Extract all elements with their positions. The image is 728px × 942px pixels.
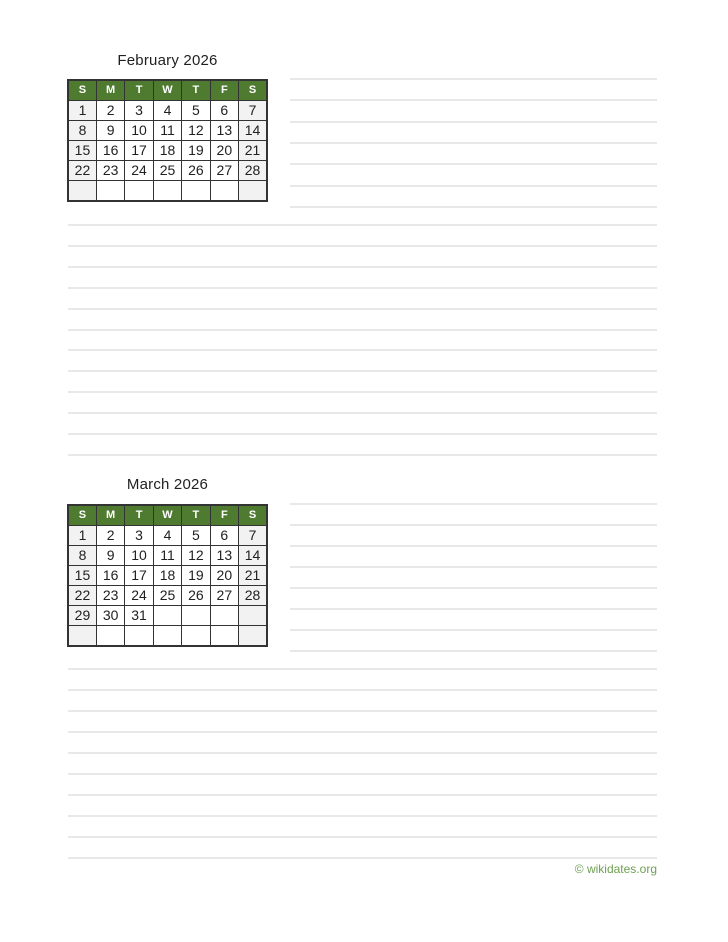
note-line (290, 587, 657, 589)
day-cell: 22 (68, 161, 96, 181)
day-cell: 24 (125, 586, 153, 606)
empty-day-cell (125, 626, 153, 647)
day-cell: 12 (182, 121, 210, 141)
notes-lines-after-february (68, 224, 657, 456)
day-cell: 3 (125, 101, 153, 121)
march-title: March 2026 (126, 476, 209, 493)
empty-day-cell (182, 626, 210, 647)
week-row (68, 566, 267, 586)
day-cell: 30 (96, 606, 124, 626)
day-cell: 18 (153, 141, 181, 161)
empty-day-cell (239, 626, 267, 647)
empty-day-cell (153, 181, 181, 202)
note-line (68, 266, 657, 268)
empty-day-cell (68, 181, 96, 202)
note-line (290, 185, 657, 187)
day-cell: 25 (153, 161, 181, 181)
day-cell: 2 (96, 101, 124, 121)
day-cell: 23 (96, 161, 124, 181)
day-header-cell: W (153, 80, 181, 101)
notes-lines-after-march (68, 668, 657, 859)
day-header-cell: T (182, 505, 210, 526)
week-row (68, 546, 267, 566)
day-cell: 1 (68, 101, 96, 121)
note-line (68, 391, 657, 393)
day-cell: 10 (125, 546, 153, 566)
day-cell: 14 (239, 546, 267, 566)
day-header-cell: T (125, 80, 153, 101)
note-line (290, 78, 657, 80)
note-line (290, 608, 657, 610)
day-cell: 31 (125, 606, 153, 626)
empty-day-cell (239, 606, 267, 626)
day-header-cell: S (239, 505, 267, 526)
note-line (68, 752, 657, 754)
note-line (68, 731, 657, 733)
empty-day-cell (210, 181, 238, 202)
week-row (68, 121, 267, 141)
day-cell: 8 (68, 546, 96, 566)
day-cell: 13 (210, 121, 238, 141)
note-line (68, 454, 657, 456)
week-row (68, 626, 267, 647)
note-line (290, 142, 657, 144)
day-header-row (68, 505, 267, 526)
note-line (290, 524, 657, 526)
note-line (68, 224, 657, 226)
empty-day-cell (153, 626, 181, 647)
week-row (68, 526, 267, 546)
day-cell: 28 (239, 586, 267, 606)
day-cell: 15 (68, 566, 96, 586)
note-line (290, 163, 657, 165)
day-header-cell: F (210, 80, 238, 101)
march-side-note-lines (290, 503, 657, 652)
day-cell: 12 (182, 546, 210, 566)
day-header-cell: S (68, 505, 96, 526)
day-cell: 24 (125, 161, 153, 181)
empty-day-cell (210, 626, 238, 647)
note-line (68, 370, 657, 372)
day-cell: 29 (68, 606, 96, 626)
note-line (68, 308, 657, 310)
note-line (68, 349, 657, 351)
day-header-row (68, 80, 267, 101)
day-cell: 18 (153, 566, 181, 586)
day-cell: 8 (68, 121, 96, 141)
note-line (68, 689, 657, 691)
week-row (68, 181, 267, 202)
day-cell: 5 (182, 101, 210, 121)
note-line (68, 815, 657, 817)
day-cell: 16 (96, 566, 124, 586)
day-cell: 22 (68, 586, 96, 606)
empty-day-cell (182, 181, 210, 202)
footer-credit (68, 861, 657, 877)
week-row (68, 586, 267, 606)
empty-day-cell (125, 181, 153, 202)
day-cell: 10 (125, 121, 153, 141)
day-cell: 6 (210, 101, 238, 121)
day-cell: 11 (153, 121, 181, 141)
note-line (68, 773, 657, 775)
note-line (290, 99, 657, 101)
note-line (68, 412, 657, 414)
note-line (290, 545, 657, 547)
day-cell: 27 (210, 161, 238, 181)
note-line (68, 794, 657, 796)
day-cell: 21 (239, 566, 267, 586)
day-header-cell: F (210, 505, 238, 526)
day-cell: 7 (239, 101, 267, 121)
march-calendar-table (67, 504, 268, 647)
day-cell: 7 (239, 526, 267, 546)
empty-day-cell (96, 181, 124, 202)
day-cell: 3 (125, 526, 153, 546)
note-line (290, 503, 657, 505)
day-cell: 11 (153, 546, 181, 566)
note-line (68, 857, 657, 859)
day-cell: 20 (210, 566, 238, 586)
day-header-cell: M (96, 505, 124, 526)
note-line (68, 433, 657, 435)
note-line (68, 836, 657, 838)
day-header-cell: S (68, 80, 96, 101)
day-cell: 28 (239, 161, 267, 181)
day-header-cell: T (125, 505, 153, 526)
note-line (68, 668, 657, 670)
empty-day-cell (96, 626, 124, 647)
day-cell: 20 (210, 141, 238, 161)
note-line (290, 650, 657, 652)
day-cell: 9 (96, 121, 124, 141)
day-header-cell: M (96, 80, 124, 101)
note-line (68, 287, 657, 289)
day-cell: 21 (239, 141, 267, 161)
day-cell: 26 (182, 161, 210, 181)
february-side-note-lines (290, 78, 657, 208)
day-cell: 17 (125, 141, 153, 161)
day-cell: 9 (96, 546, 124, 566)
day-cell: 17 (125, 566, 153, 586)
note-line (290, 206, 657, 208)
day-cell: 23 (96, 586, 124, 606)
day-header-cell: S (239, 80, 267, 101)
day-cell: 15 (68, 141, 96, 161)
day-cell: 2 (96, 526, 124, 546)
empty-day-cell (68, 626, 96, 647)
empty-day-cell (210, 606, 238, 626)
note-line (290, 629, 657, 631)
day-cell: 26 (182, 586, 210, 606)
february-title: February 2026 (117, 52, 218, 69)
empty-day-cell (182, 606, 210, 626)
day-cell: 1 (68, 526, 96, 546)
note-line (290, 121, 657, 123)
february-calendar-table (67, 79, 268, 202)
week-row (68, 606, 267, 626)
day-cell: 19 (182, 141, 210, 161)
note-line (290, 566, 657, 568)
empty-day-cell (153, 606, 181, 626)
day-cell: 27 (210, 586, 238, 606)
note-line (68, 329, 657, 331)
note-line (68, 245, 657, 247)
day-cell: 13 (210, 546, 238, 566)
week-row (68, 141, 267, 161)
empty-day-cell (239, 181, 267, 202)
day-cell: 6 (210, 526, 238, 546)
day-cell: 4 (153, 526, 181, 546)
footer-credit-text: © wikidates.org (574, 862, 657, 876)
day-cell: 5 (182, 526, 210, 546)
day-header-cell: T (182, 80, 210, 101)
week-row (68, 101, 267, 121)
day-cell: 19 (182, 566, 210, 586)
day-cell: 14 (239, 121, 267, 141)
day-cell: 4 (153, 101, 181, 121)
day-header-cell: W (153, 505, 181, 526)
day-cell: 16 (96, 141, 124, 161)
day-cell: 25 (153, 586, 181, 606)
week-row (68, 161, 267, 181)
note-line (68, 710, 657, 712)
